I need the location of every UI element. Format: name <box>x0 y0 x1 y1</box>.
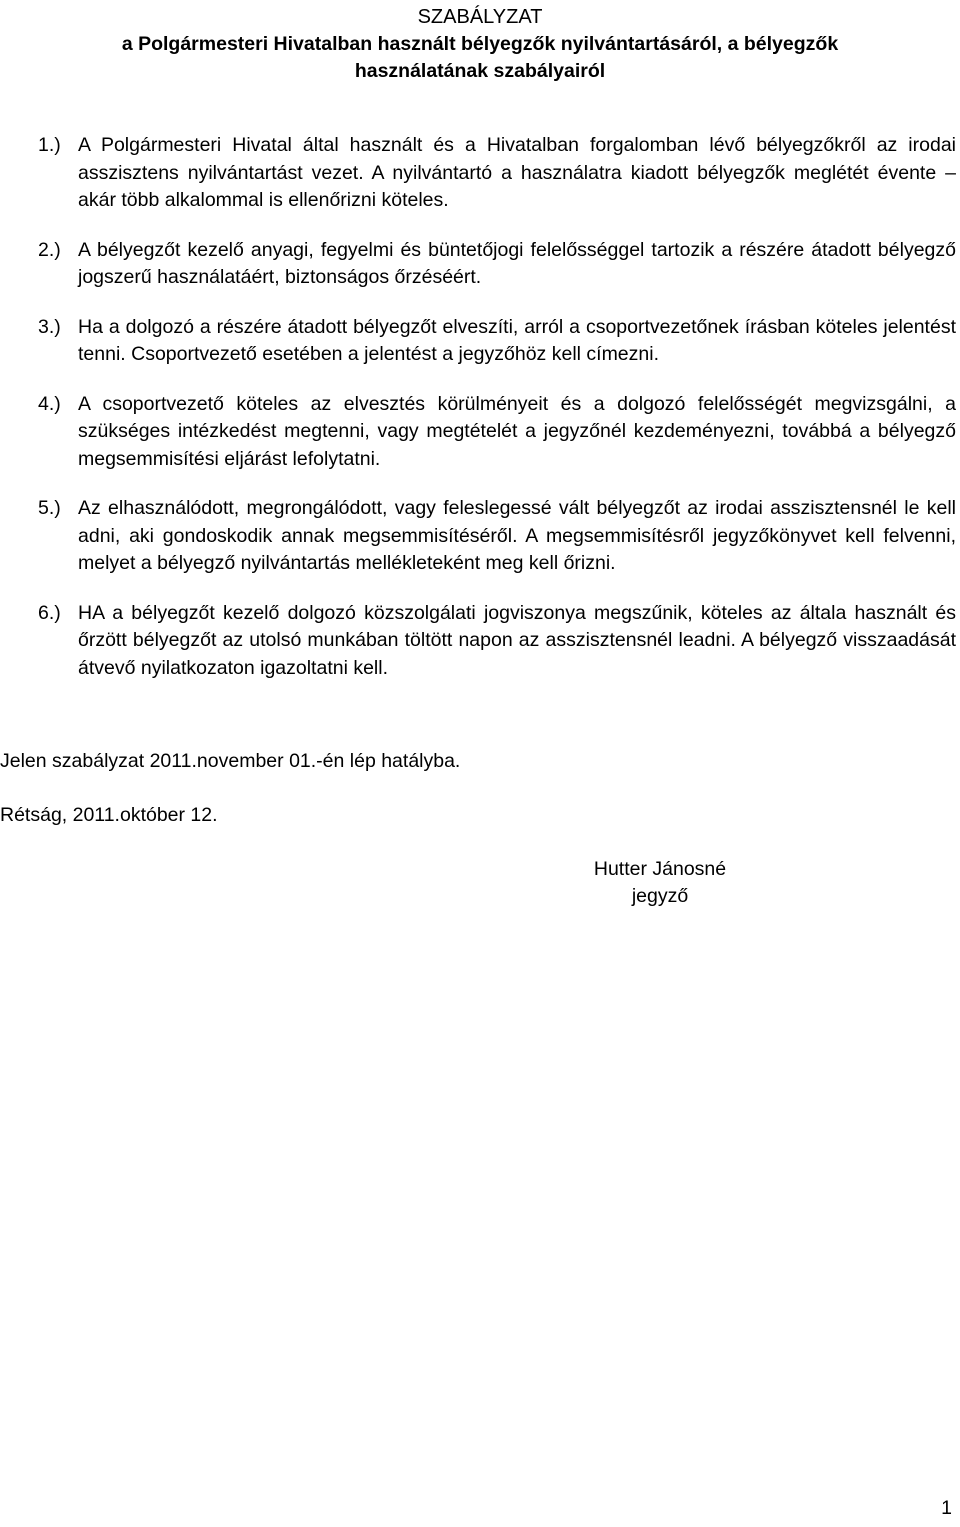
rule-item-2 <box>38 237 956 292</box>
signature-block <box>560 856 760 910</box>
document-title: SZABÁLYZAT <box>417 6 543 28</box>
rule-text: A csoportvezető köteles az elvesztés körülményeit és a dolgozó felelősségét megvizsgálni, a szükséges intézkedést megtenni, vagy megtételét a jegyzőnél kezdeményezni, továbbá a bélyegző megsemmisítési eljárást lefolytatni. <box>78 392 956 470</box>
signer-name: Hutter Jánosné <box>593 858 727 880</box>
rule-item-6 <box>38 600 956 683</box>
rule-text: HA a bélyegzőt kezelő dolgozó közszolgálati jogviszonya megszűnik, köteles az általa használt és őrzött bélyegzőt az utolsó munkában töltött napon az asszisztensnél leadni. A bélyegző visszaadását átvevő nyilatkozaton igazoltatni kell. <box>78 601 956 679</box>
rule-number: 6.) <box>38 601 61 624</box>
rules-list <box>38 132 956 704</box>
signer-title: jegyző <box>631 885 689 907</box>
rule-number: 5.) <box>38 497 61 519</box>
rule-number: 2.) <box>38 238 61 261</box>
rule-item-5 <box>38 495 956 578</box>
rule-item-3 <box>38 314 956 369</box>
title-block <box>0 4 960 85</box>
rule-item-4 <box>38 391 956 474</box>
effective-date-statement: Jelen szabályzat 2011.november 01.-én lép hatályba. <box>0 750 461 772</box>
rule-item-1 <box>38 132 956 215</box>
rule-number: 3.) <box>38 315 61 338</box>
rule-text: Az elhasználódott, megrongálódott, vagy feleslegessé vált bélyegzőt az irodai asszisztensnél le kell adni, aki gondoskodik annak megsemmisítéséről. A megsemmisítésről jegyzőkönyvet kell felvenni, melyet a bélyegző nyilvántartás mellékleteként meg kell őrizni. <box>78 497 956 574</box>
document-subtitle-line-1: a Polgármesteri Hivatalban használt bélyegzők nyilvántartásáról, a bélyegzők <box>121 33 839 55</box>
rule-number: 4.) <box>38 392 61 415</box>
rule-text: A Polgármesteri Hivatal által használt és a Hivatalban forgalomban lévő bélyegzőkről az irodai asszisztens nyilvántartást vezet. A nyilvántartó a használatra kiadott bélyegzők meglétét évente – akár több alkalommal is ellenőrizni köteles. <box>78 134 956 211</box>
page-number: 1 <box>941 1497 952 1519</box>
document-subtitle-line-2: használatának szabályairól <box>354 60 606 82</box>
rule-text: Ha a dolgozó a részére átadott bélyegzőt elveszíti, arról a csoportvezetőnek írásban köteles jelentést tenni. Csoportvezető esetében a jelentést a jegyzőhöz kell címezni. <box>78 315 956 365</box>
place-and-date: Rétság, 2011.október 12. <box>0 804 218 826</box>
rule-number: 1.) <box>38 134 61 156</box>
rule-text: A bélyegzőt kezelő anyagi, fegyelmi és büntetőjogi felelősséggel tartozik a részére átadott bélyegző jogszerű használatáért, biztonságos őrzéséért. <box>78 238 956 288</box>
